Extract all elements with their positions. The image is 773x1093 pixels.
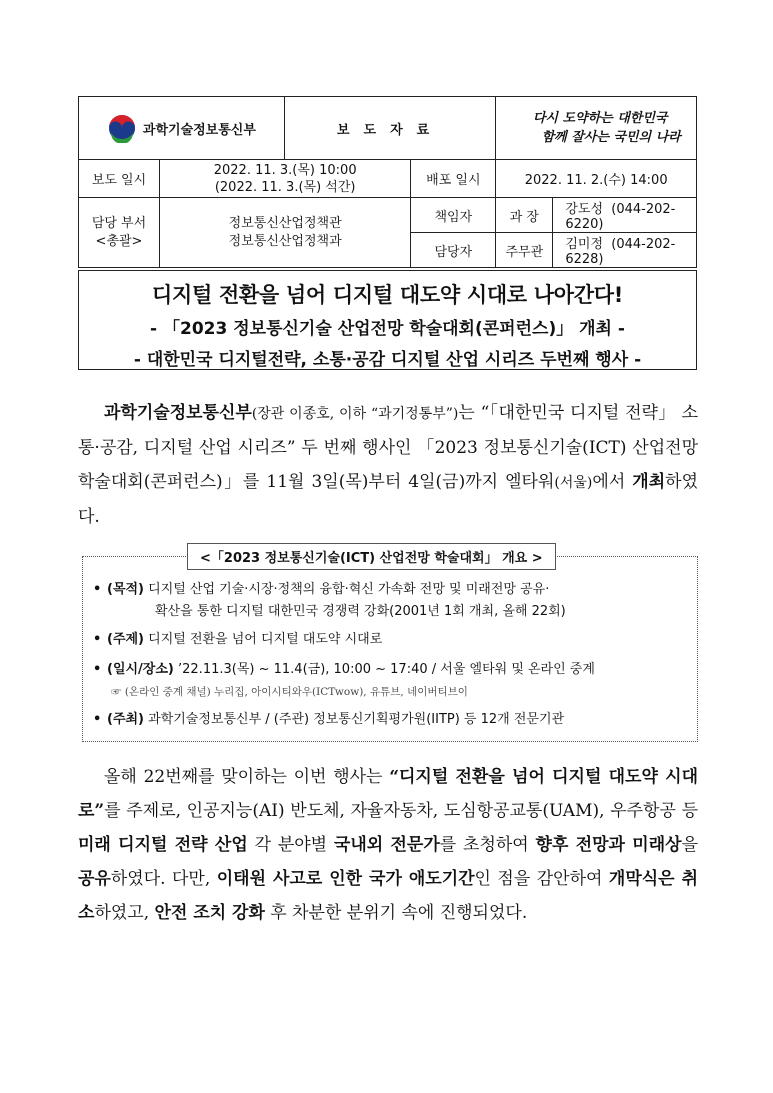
event-overview-box xyxy=(82,551,698,742)
dept-label: 담당 부서 xyxy=(91,215,147,231)
contact-label: 담당자 xyxy=(411,233,496,268)
responsible-phone: (044-202-6220) xyxy=(565,202,676,232)
press-release-header xyxy=(78,96,697,268)
body-text-7: 인 점을 감안하여 xyxy=(474,869,609,889)
dept-names-cell xyxy=(160,198,411,268)
responsible-title: 과 장 xyxy=(496,198,553,233)
body-text-3: 각 분야별 xyxy=(247,835,334,855)
report-date-value: 2022. 11. 3.(목) 10:00 xyxy=(213,162,357,178)
contact-person xyxy=(553,233,697,268)
intro-subject-note: (장관 이종호, 이하 “과기정통부”) xyxy=(251,406,459,422)
report-date-evening: (2022. 11. 3.(목) 석간) xyxy=(214,179,356,195)
overview-item-schedule xyxy=(93,661,689,679)
intro-text-1: 는 “「대한민국 디지털 전략」 소통·공감, 디지털 산업 시리즈” 두 번째 행사인 「2023 정보통신기술(ICT) 산업전망 학술대회(콘퍼런스)」를 11월 3일(목)부터 4일(금)까지 엘타워 xyxy=(78,403,698,492)
contact-phone: (044-202-6228) xyxy=(565,237,676,267)
theme-label: (주제) xyxy=(107,632,144,647)
dept-name-2: 정보통신산업정책과 xyxy=(228,233,342,249)
headline-sub-2: - 대한민국 디지털전략, 소통·공감 디지털 산업 시리즈 두번째 행사 - xyxy=(133,350,642,370)
body-bold-share: 공유 xyxy=(78,869,111,889)
bullet: • xyxy=(93,582,102,597)
host-text: 과학기술정보통신부 / (주관) 정보통신기획평가원(IITP) 등 12개 전문기관 xyxy=(144,712,565,727)
intro-subject: 과학기술정보통신부 xyxy=(104,403,252,423)
body-bold-outlook: 향후 전망과 미래상 xyxy=(535,835,682,855)
body-bold-safety: 안전 조치 강화 xyxy=(154,903,265,923)
slogan-line-2: 함께 잘사는 국민의 나라 xyxy=(541,130,681,145)
body-bold-theme: “디지털 전환을 넘어 디지털 대도약 시대로” xyxy=(78,767,698,821)
bullet: • xyxy=(93,662,102,677)
responsible-label: 책임자 xyxy=(411,198,496,233)
headline-main: 디지털 전환을 넘어 디지털 대도약 시대로 나아간다! xyxy=(151,283,624,307)
intro-paragraph xyxy=(78,396,698,534)
report-date-label: 보도 일시 xyxy=(79,160,160,198)
dept-name-1: 정보통신산업정책관 xyxy=(228,215,342,231)
body-text-8: 하였고, xyxy=(94,903,155,923)
bullet: • xyxy=(93,712,102,727)
theme-text: 디지털 전환을 넘어 디지털 대도약 시대로 xyxy=(144,632,383,647)
host-label: (주최) xyxy=(107,712,144,727)
overview-item-host xyxy=(93,711,689,729)
report-date xyxy=(160,160,411,198)
dept-label-cell xyxy=(79,198,160,268)
body-text-1: 올해 22번째를 맞이하는 이번 행사는 xyxy=(104,767,390,787)
overview-item-purpose xyxy=(93,581,689,621)
intro-text-2: 에서 xyxy=(592,472,633,492)
overview-title: <「2023 정보통신기술(ICT) 산업전망 학술대회」 개요 > xyxy=(187,543,556,570)
body-bold-experts: 국내외 전문가 xyxy=(333,835,440,855)
contact-name: 김미정 xyxy=(565,237,604,252)
ministry-emblem-icon xyxy=(107,113,137,143)
dist-date-value: 2022. 11. 2.(수) 14:00 xyxy=(496,160,697,198)
headline-sub-1: - 「2023 정보통신기술 산업전망 학술대회(콘퍼런스)」 개최 - xyxy=(150,319,625,339)
body-bold-cancel: 개막식은 취소 xyxy=(78,869,698,923)
schedule-text: ’22.11.3(목) ~ 11.4(금), 10:00 ~ 17:40 / 서울 엘타워 및 온라인 중계 xyxy=(173,662,595,677)
responsible-name: 강도성 xyxy=(565,202,604,217)
body-text-2: 를 주제로, 인공지능(AI) 반도체, 자율자동차, 도심항공교통(UAM), 우주항공 등 xyxy=(104,801,698,821)
doc-type-title: 보도자료 xyxy=(284,97,496,160)
bullet: • xyxy=(93,632,102,647)
overview-item-theme xyxy=(93,631,689,649)
ministry-logo-cell xyxy=(79,97,285,160)
body-text-9: 후 차분한 분위기 속에 진행되었다. xyxy=(264,903,528,923)
dept-sub-label: <총괄> xyxy=(95,233,143,249)
intro-location-note: (서울) xyxy=(554,475,593,491)
ministry-name: 과학기술정보통신부 xyxy=(142,122,256,138)
schedule-label: (일시/장소) xyxy=(107,662,174,677)
online-channel-note: ☞ (온라인 중계 채널) 누리집, 아이시티와우(ICTwow), 유튜브, 네이버티브이 xyxy=(111,686,468,698)
responsible-contact xyxy=(553,198,697,233)
purpose-text-cont: 확산을 통한 디지털 대한민국 경쟁력 강화(2001년 1회 개최, 올해 22회) xyxy=(155,604,566,619)
body-bold-mourning: 이태원 사고로 인한 국가 애도기간 xyxy=(216,869,475,889)
intro-text-3: 하였다. xyxy=(78,472,698,527)
body-text-6: 하였다. 다만, xyxy=(110,869,217,889)
government-slogan xyxy=(496,97,697,160)
intro-bold-held: 개최 xyxy=(632,472,666,492)
slogan-line-1: 다시 도약하는 대한민국 xyxy=(532,111,668,126)
headline-box xyxy=(78,270,697,370)
body-bold-industry: 미래 디지털 전략 산업 xyxy=(78,835,248,855)
body-text-5: 을 xyxy=(681,835,698,855)
body-text-4: 를 초청하여 xyxy=(439,835,536,855)
purpose-text: 디지털 산업 기술·시장·정책의 융합·혁신 가속화 전망 및 미래전망 공유· xyxy=(144,582,550,597)
dist-date-label: 배포 일시 xyxy=(411,160,496,198)
contact-title: 주무관 xyxy=(496,233,553,268)
purpose-label: (목적) xyxy=(107,582,144,597)
body-paragraph xyxy=(78,760,698,930)
